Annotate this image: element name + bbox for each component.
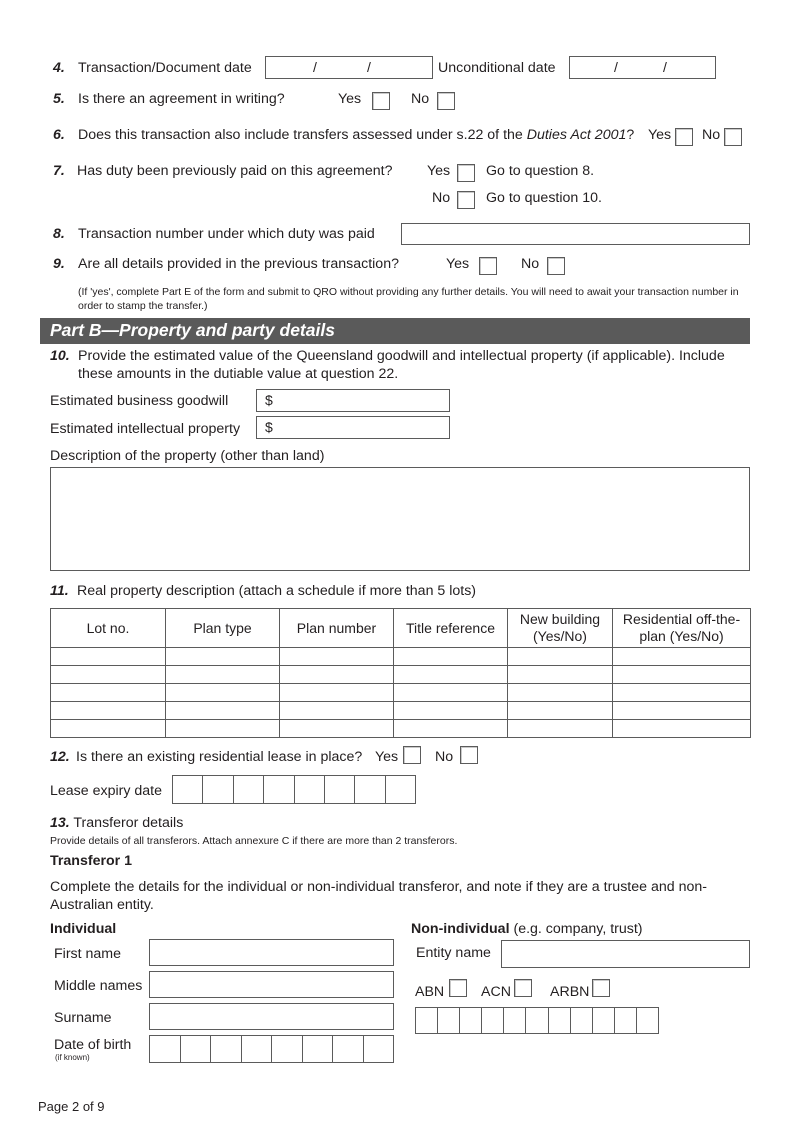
q9-note: (If 'yes', complete Part E of the form and submit to QRO without providing any further details. You will need to await your transaction number in order to stamp the transfer.) [78,286,739,312]
q7-number: 7. [53,163,65,179]
table-cell-input[interactable] [51,720,166,738]
q5-yes-checkbox[interactable] [372,92,390,110]
table-cell-input[interactable] [166,684,280,702]
q7-label: Has duty been previously paid on this agreement? [77,163,393,179]
date-separator: / [367,59,371,75]
table-cell-input[interactable] [613,684,751,702]
table-cell-input[interactable] [51,684,166,702]
table-row [51,702,751,720]
table-cell-input[interactable] [280,666,394,684]
table-cell-input[interactable] [280,648,394,666]
entity-name-field[interactable] [501,940,750,968]
q9-yes-checkbox[interactable] [479,257,497,275]
table-cell-input[interactable] [166,666,280,684]
table-cell-input[interactable] [394,666,508,684]
abn-checkbox[interactable] [449,979,467,997]
table-cell-input[interactable] [280,720,394,738]
part-b-title: Part B—Property and party details [50,320,335,340]
q4-number: 4. [53,60,65,76]
lease-expiry-date-field[interactable] [172,775,416,804]
q12-yes-label: Yes [375,749,399,765]
table-cell-input[interactable] [508,666,613,684]
q8-number: 8. [53,226,65,242]
q6-yes-checkbox[interactable] [675,128,693,146]
unconditional-date-field[interactable] [569,56,716,79]
q12-number: 12. [50,749,70,765]
property-description-field[interactable] [50,467,750,571]
table-cell-input[interactable] [51,702,166,720]
q8-label: Transaction number under which duty was paid [78,226,375,242]
table-cell-input[interactable] [508,684,613,702]
individual-heading: Individual [50,921,117,937]
table-cell-input[interactable] [394,648,508,666]
abn-label: ABN [415,984,445,1000]
table-cell-input[interactable] [166,702,280,720]
real-property-table [50,608,751,738]
q9-no-label: No [521,256,540,272]
table-cell-input[interactable] [166,720,280,738]
transaction-number-field[interactable] [401,223,750,245]
q5-no-label: No [411,91,430,107]
q6-no-checkbox[interactable] [724,128,742,146]
date-separator: / [614,59,618,75]
acn-label: ACN [481,984,511,1000]
middle-names-label: Middle names [54,978,143,994]
col-plan-number: Plan number [280,609,394,648]
goodwill-label: Estimated business goodwill [50,393,229,409]
table-cell-input[interactable] [394,720,508,738]
q12-no-label: No [435,749,454,765]
transferor-1-heading: Transferor 1 [50,853,133,869]
q7-yes-checkbox[interactable] [457,164,475,182]
q7-yes-label: Yes [427,163,451,179]
table-cell-input[interactable] [280,684,394,702]
q9-yes-label: Yes [446,256,470,272]
q11-number: 11. [50,583,69,599]
table-cell-input[interactable] [613,666,751,684]
first-name-field[interactable] [149,939,394,966]
first-name-label: First name [54,946,122,962]
table-row [51,666,751,684]
q6-number: 6. [53,127,65,143]
col-new-building: New building (Yes/No) [508,609,613,648]
date-of-birth-field[interactable] [149,1035,394,1063]
col-plan-type: Plan type [166,609,280,648]
transferor-instructions: Complete the details for the individual or non-individual transferor, and note if they are a trustee and non-Australian entity. [50,879,707,913]
page-number: Page 2 of 9 [38,1099,105,1114]
q10-number: 10. [50,348,70,364]
table-cell-input[interactable] [51,648,166,666]
col-residential-off-the-plan: Residential off-the-plan (Yes/No) [613,609,751,648]
ip-label: Estimated intellectual property [50,421,241,437]
intellectual-property-field[interactable] [256,416,450,439]
q6-no-label: No [702,127,721,143]
currency-symbol: $ [265,392,273,408]
q10-line1: Provide the estimated value of the Queensland goodwill and intellectual property (if applicable). Include [78,348,725,364]
arbn-checkbox[interactable] [592,979,610,997]
non-individual-heading: Non-individual (e.g. company, trust) [411,921,643,937]
entity-name-label: Entity name [416,945,491,961]
lease-expiry-label: Lease expiry date [50,783,162,799]
table-cell-input[interactable] [613,648,751,666]
q13-heading: 13. Transferor details [50,815,184,831]
table-cell-input[interactable] [613,702,751,720]
q9-no-checkbox[interactable] [547,257,565,275]
date-separator: / [313,59,317,75]
q7-no-checkbox[interactable] [457,191,475,209]
q12-no-checkbox[interactable] [460,746,478,764]
table-cell-input[interactable] [508,648,613,666]
q6-yes-label: Yes [648,127,672,143]
table-cell-input[interactable] [394,684,508,702]
q4-label: Transaction/Document date [78,60,252,76]
table-row [51,684,751,702]
dob-label: Date of birth [54,1037,132,1053]
dob-note: (if known) [55,1053,90,1062]
table-cell-input[interactable] [166,648,280,666]
q12-yes-checkbox[interactable] [403,746,421,764]
currency-symbol: $ [265,419,273,435]
q10-line2: these amounts in the dutiable value at question 22. [78,366,399,382]
table-cell-input[interactable] [280,702,394,720]
q7-no-label: No [432,190,451,206]
table-cell-input[interactable] [508,702,613,720]
q7-yes-goto: Go to question 8. [486,163,595,179]
part-b-header [40,318,750,344]
goodwill-field[interactable] [256,389,450,412]
surname-label: Surname [54,1010,112,1026]
q12-label: Is there an existing residential lease in place? [76,749,363,765]
q5-number: 5. [53,91,65,107]
q5-label: Is there an agreement in writing? [78,91,285,107]
table-cell-input[interactable] [613,720,751,738]
col-title-reference: Title reference [394,609,508,648]
unconditional-date-label: Unconditional date [438,60,556,76]
table-cell-input[interactable] [508,720,613,738]
q5-no-checkbox[interactable] [437,92,455,110]
surname-field[interactable] [149,1003,394,1030]
table-row [51,720,751,738]
q7-no-goto: Go to question 10. [486,190,602,206]
q11-label: Real property description (attach a schedule if more than 5 lots) [77,583,477,599]
q9-label: Are all details provided in the previous transaction? [78,256,399,272]
date-separator: / [663,59,667,75]
description-label: Description of the property (other than land) [50,448,325,464]
arbn-label: ARBN [550,984,590,1000]
q13-note: Provide details of all transferors. Attach annexure C if there are more than 2 transferors. [50,835,458,847]
middle-names-field[interactable] [149,971,394,998]
duties-act-title: Duties Act 2001 [526,127,627,143]
q6-label: Does this transaction also include transfers assessed under s.22 of the Duties Act 2001? [78,127,635,143]
q5-yes-label: Yes [338,91,362,107]
entity-number-field[interactable] [415,1007,659,1034]
table-cell-input[interactable] [394,702,508,720]
table-cell-input[interactable] [51,666,166,684]
table-header-row [51,609,751,648]
col-lot-no: Lot no. [51,609,166,648]
acn-checkbox[interactable] [514,979,532,997]
transaction-date-field[interactable] [265,56,433,79]
q9-number: 9. [53,256,65,272]
table-row [51,648,751,666]
